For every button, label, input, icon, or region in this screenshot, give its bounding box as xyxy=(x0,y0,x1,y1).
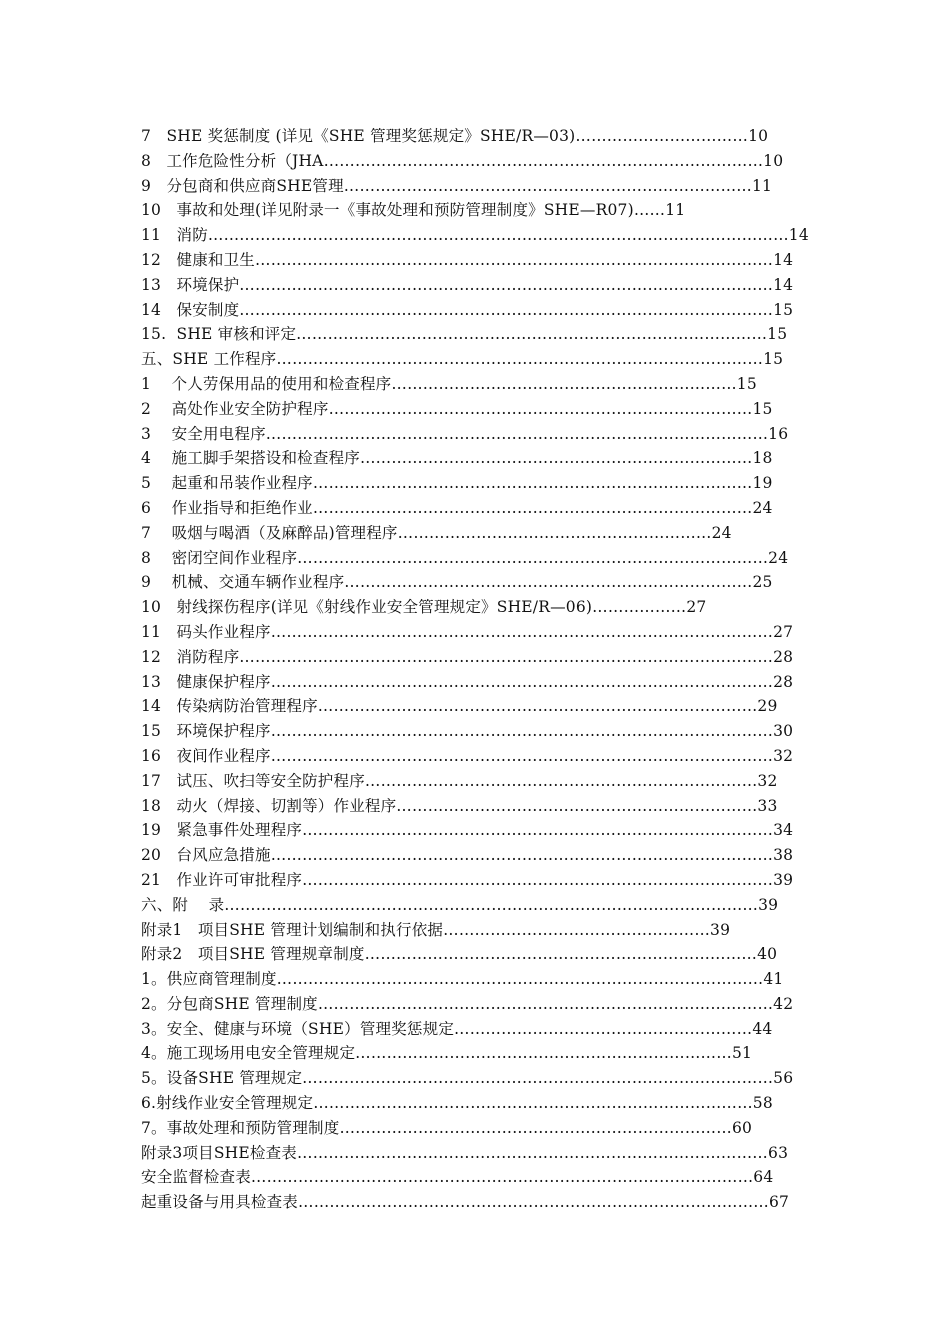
toc-entry: 14 保安制度…………………………………………………………………………………………15 xyxy=(141,300,794,319)
toc-entry: 10 事故和处理(详见附录一《事故处理和预防管理制度》SHE—R07)……11 xyxy=(141,201,686,220)
toc-entry: 安全监督检查表……………………………………………………………………………………64 xyxy=(141,1168,774,1187)
toc-entry: 8 密闭空间作业程序………………………………………………………………………………24 xyxy=(141,548,789,567)
toc-entry: 附录1 项目SHE 管理计划编制和执行依据……………………………………………39 xyxy=(141,920,731,939)
toc-entry: 16 夜间作业程序……………………………………………………………………………………32 xyxy=(141,746,794,765)
table-of-contents xyxy=(141,124,821,1215)
toc-entry: 14 传染病防治管理程序…………………………………………………………………………29 xyxy=(141,697,778,716)
toc-entry: 17 试压、吹扫等安全防护程序…………………………………………………………………32 xyxy=(141,771,778,790)
toc-entry: 12 健康和卫生………………………………………………………………………………………14 xyxy=(141,250,794,269)
toc-entry: 6.射线作业安全管理规定…………………………………………………………………………58 xyxy=(141,1094,773,1113)
toc-entry: 9 分包商和供应商SHE管理……………………………………………………………………11 xyxy=(141,176,773,195)
toc-entry: 8 工作危险性分析（JHA…………………………………………………………………………10 xyxy=(141,151,784,170)
toc-entry: 11 消防…………………………………………………………………………………………………14 xyxy=(141,226,809,245)
toc-entry: 13 环境保护…………………………………………………………………………………………14 xyxy=(141,275,794,294)
toc-entry: 12 消防程序…………………………………………………………………………………………28 xyxy=(141,647,794,666)
toc-entry: 11 码头作业程序……………………………………………………………………………………27 xyxy=(141,622,794,641)
toc-entry: 7 吸烟与喝酒（及麻醉品)管理程序……………………………………………………24 xyxy=(141,523,732,542)
toc-entry: 18 动火（焊接、切割等）作业程序……………………………………………………………33 xyxy=(141,796,778,815)
toc-entry: 15 环境保护程序……………………………………………………………………………………30 xyxy=(141,722,794,741)
toc-entry: 4。施工现场用电安全管理规定………………………………………………………………51 xyxy=(141,1044,753,1063)
toc-entry: 1 个人劳保用品的使用和检查程序…………………………………………………………15 xyxy=(141,374,757,393)
toc-entry: 15. SHE 审核和评定………………………………………………………………………………15 xyxy=(141,325,788,344)
toc-entry: 19 紧急事件处理程序………………………………………………………………………………34 xyxy=(141,821,794,840)
toc-entry: 6 作业指导和拒绝作业…………………………………………………………………………24 xyxy=(141,498,773,517)
toc-entry: 附录3项目SHE检查表………………………………………………………………………………63 xyxy=(141,1143,789,1162)
toc-entry: 4 施工脚手架搭设和检查程序…………………………………………………………………18 xyxy=(141,449,773,468)
toc-entry: 13 健康保护程序……………………………………………………………………………………28 xyxy=(141,672,794,691)
toc-section-heading: 五、SHE 工作程序…………………………………………………………………………………15 xyxy=(141,350,784,369)
toc-section-heading: 六、附 录…………………………………………………………………………………………39 xyxy=(141,895,779,914)
toc-entry: 2。分包商SHE 管理制度……………………………………………………………………………42 xyxy=(141,994,794,1013)
toc-entry: 3。安全、健康与环境（SHE）管理奖惩规定…………………………………………………44 xyxy=(141,1019,773,1038)
toc-entry: 21 作业许可审批程序………………………………………………………………………………39 xyxy=(141,870,794,889)
toc-entry: 2 高处作业安全防护程序………………………………………………………………………15 xyxy=(141,399,773,418)
toc-entry: 7 SHE 奖惩制度 (详见《SHE 管理奖惩规定》SHE/R—03)……………………………10 xyxy=(141,127,769,145)
toc-entry: 10 射线探伤程序(详见《射线作业安全管理规定》SHE/R—06)………………27 xyxy=(141,598,707,617)
toc-entry: 1。供应商管理制度…………………………………………………………………………………41 xyxy=(141,970,784,989)
toc-entry: 20 台风应急措施……………………………………………………………………………………38 xyxy=(141,846,794,865)
toc-entry: 7。事故处理和预防管理制度…………………………………………………………………60 xyxy=(141,1118,753,1137)
toc-entry: 9 机械、交通车辆作业程序……………………………………………………………………25 xyxy=(141,573,773,592)
toc-entry: 附录2 项目SHE 管理规章制度…………………………………………………………………40 xyxy=(141,945,778,964)
toc-entry: 起重设备与用具检查表………………………………………………………………………………67 xyxy=(141,1193,790,1212)
toc-entry: 5 起重和吊装作业程序…………………………………………………………………………19 xyxy=(141,474,773,493)
toc-entry: 5。设备SHE 管理规定………………………………………………………………………………56 xyxy=(141,1069,794,1088)
toc-entry: 3 安全用电程序……………………………………………………………………………………16 xyxy=(141,424,789,443)
